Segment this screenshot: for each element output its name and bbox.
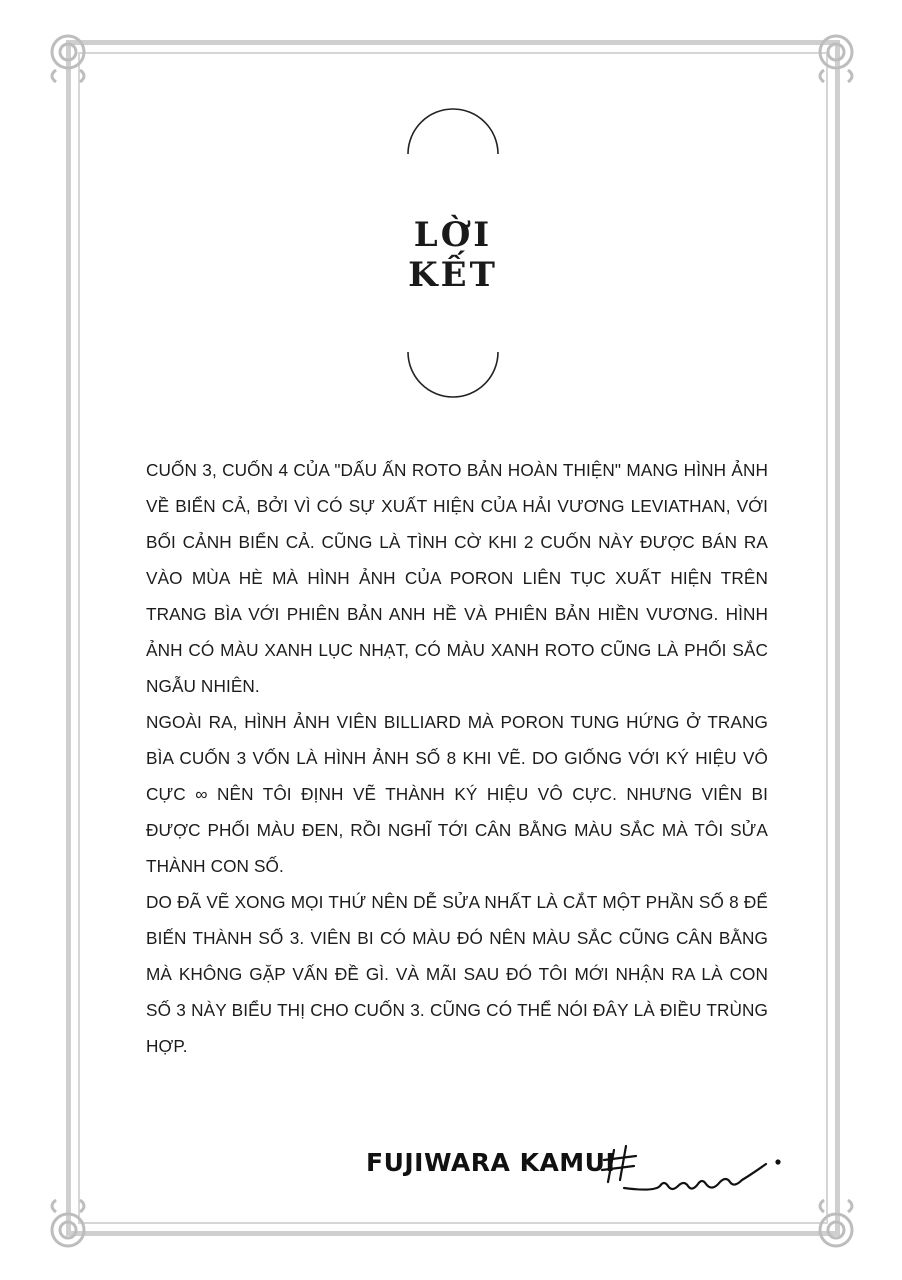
- arch-top-icon: [406, 104, 500, 156]
- page-title-line-2: KẾT: [408, 255, 498, 295]
- afterword-body: [146, 452, 768, 1064]
- arch-bottom-icon: [406, 350, 500, 402]
- title-block: [330, 100, 576, 410]
- page-title-line-1: LỜI: [413, 215, 493, 255]
- author-name: FUJIWARA KAMUI: [366, 1148, 616, 1177]
- corner-ornament-top-right-icon: [808, 30, 864, 86]
- paragraph-1: CUỐN 3, CUỐN 4 CỦA "DẤU ẤN ROTO BẢN HOÀN THIỆN" MANG HÌNH ẢNH VỀ BIỂN CẢ, BỞI VÌ CÓ SỰ XUẤT HIỆN CỦA HẢI VƯƠNG LEVIATHAN, VỚI BỐI CẢNH BIỂN CẢ. CŨNG LÀ TÌNH CỜ KHI 2 CUỐN NÀY ĐƯỢC BÁN RA VÀO MÙA HÈ MÀ HÌNH ẢNH CỦA PORON LIÊN TỤC XUẤT HIỆN TRÊN TRANG BÌA VỚI PHIÊN BẢN ANH HỀ VÀ PHIÊN BẢN HIỀN VƯƠNG. HÌNH ẢNH CÓ MÀU XANH LỤC NHẠT, CÓ MÀU XANH ROTO CŨNG LÀ PHỐI SẮC NGẪU NHIÊN.: [146, 460, 768, 696]
- handwritten-signature-icon: [600, 1136, 790, 1202]
- paragraph-2: NGOÀI RA, HÌNH ẢNH VIÊN BILLIARD MÀ PORON TUNG HỨNG Ở TRANG BÌA CUỐN 3 VỐN LÀ HÌNH ẢNH SỐ 8 KHI VẼ. DO GIỐNG VỚI KÝ HIỆU VÔ CỰC ∞ NÊN TÔI ĐỊNH VẼ THÀNH KÝ HIỆU VÔ CỰC. NHƯNG VIÊN BI ĐƯỢC PHỐI MÀU ĐEN, RỒI NGHĨ TỚI CÂN BẰNG MÀU SẮC MÀ TÔI SỬA THÀNH CON SỐ.: [146, 712, 768, 876]
- corner-ornament-bottom-left-icon: [40, 1196, 96, 1252]
- corner-ornament-top-left-icon: [40, 30, 96, 86]
- corner-ornament-bottom-right-icon: [808, 1196, 864, 1252]
- paragraph-3: DO ĐÃ VẼ XONG MỌI THỨ NÊN DỄ SỬA NHẤT LÀ CẮT MỘT PHẦN SỐ 8 ĐỂ BIẾN THÀNH SỐ 3. VIÊN BI CÓ MÀU ĐÓ NÊN MÀU SẮC CŨNG CÂN BẰNG MÀ KHÔNG GẶP VẤN ĐỀ GÌ. VÀ MÃI SAU ĐÓ TÔI MỚI NHẬN RA LÀ CON SỐ 3 NÀY BIỂU THỊ CHO CUỐN 3. CŨNG CÓ THỂ NÓI ĐÂY LÀ ĐIỀU TRÙNG HỢP.: [146, 892, 768, 1056]
